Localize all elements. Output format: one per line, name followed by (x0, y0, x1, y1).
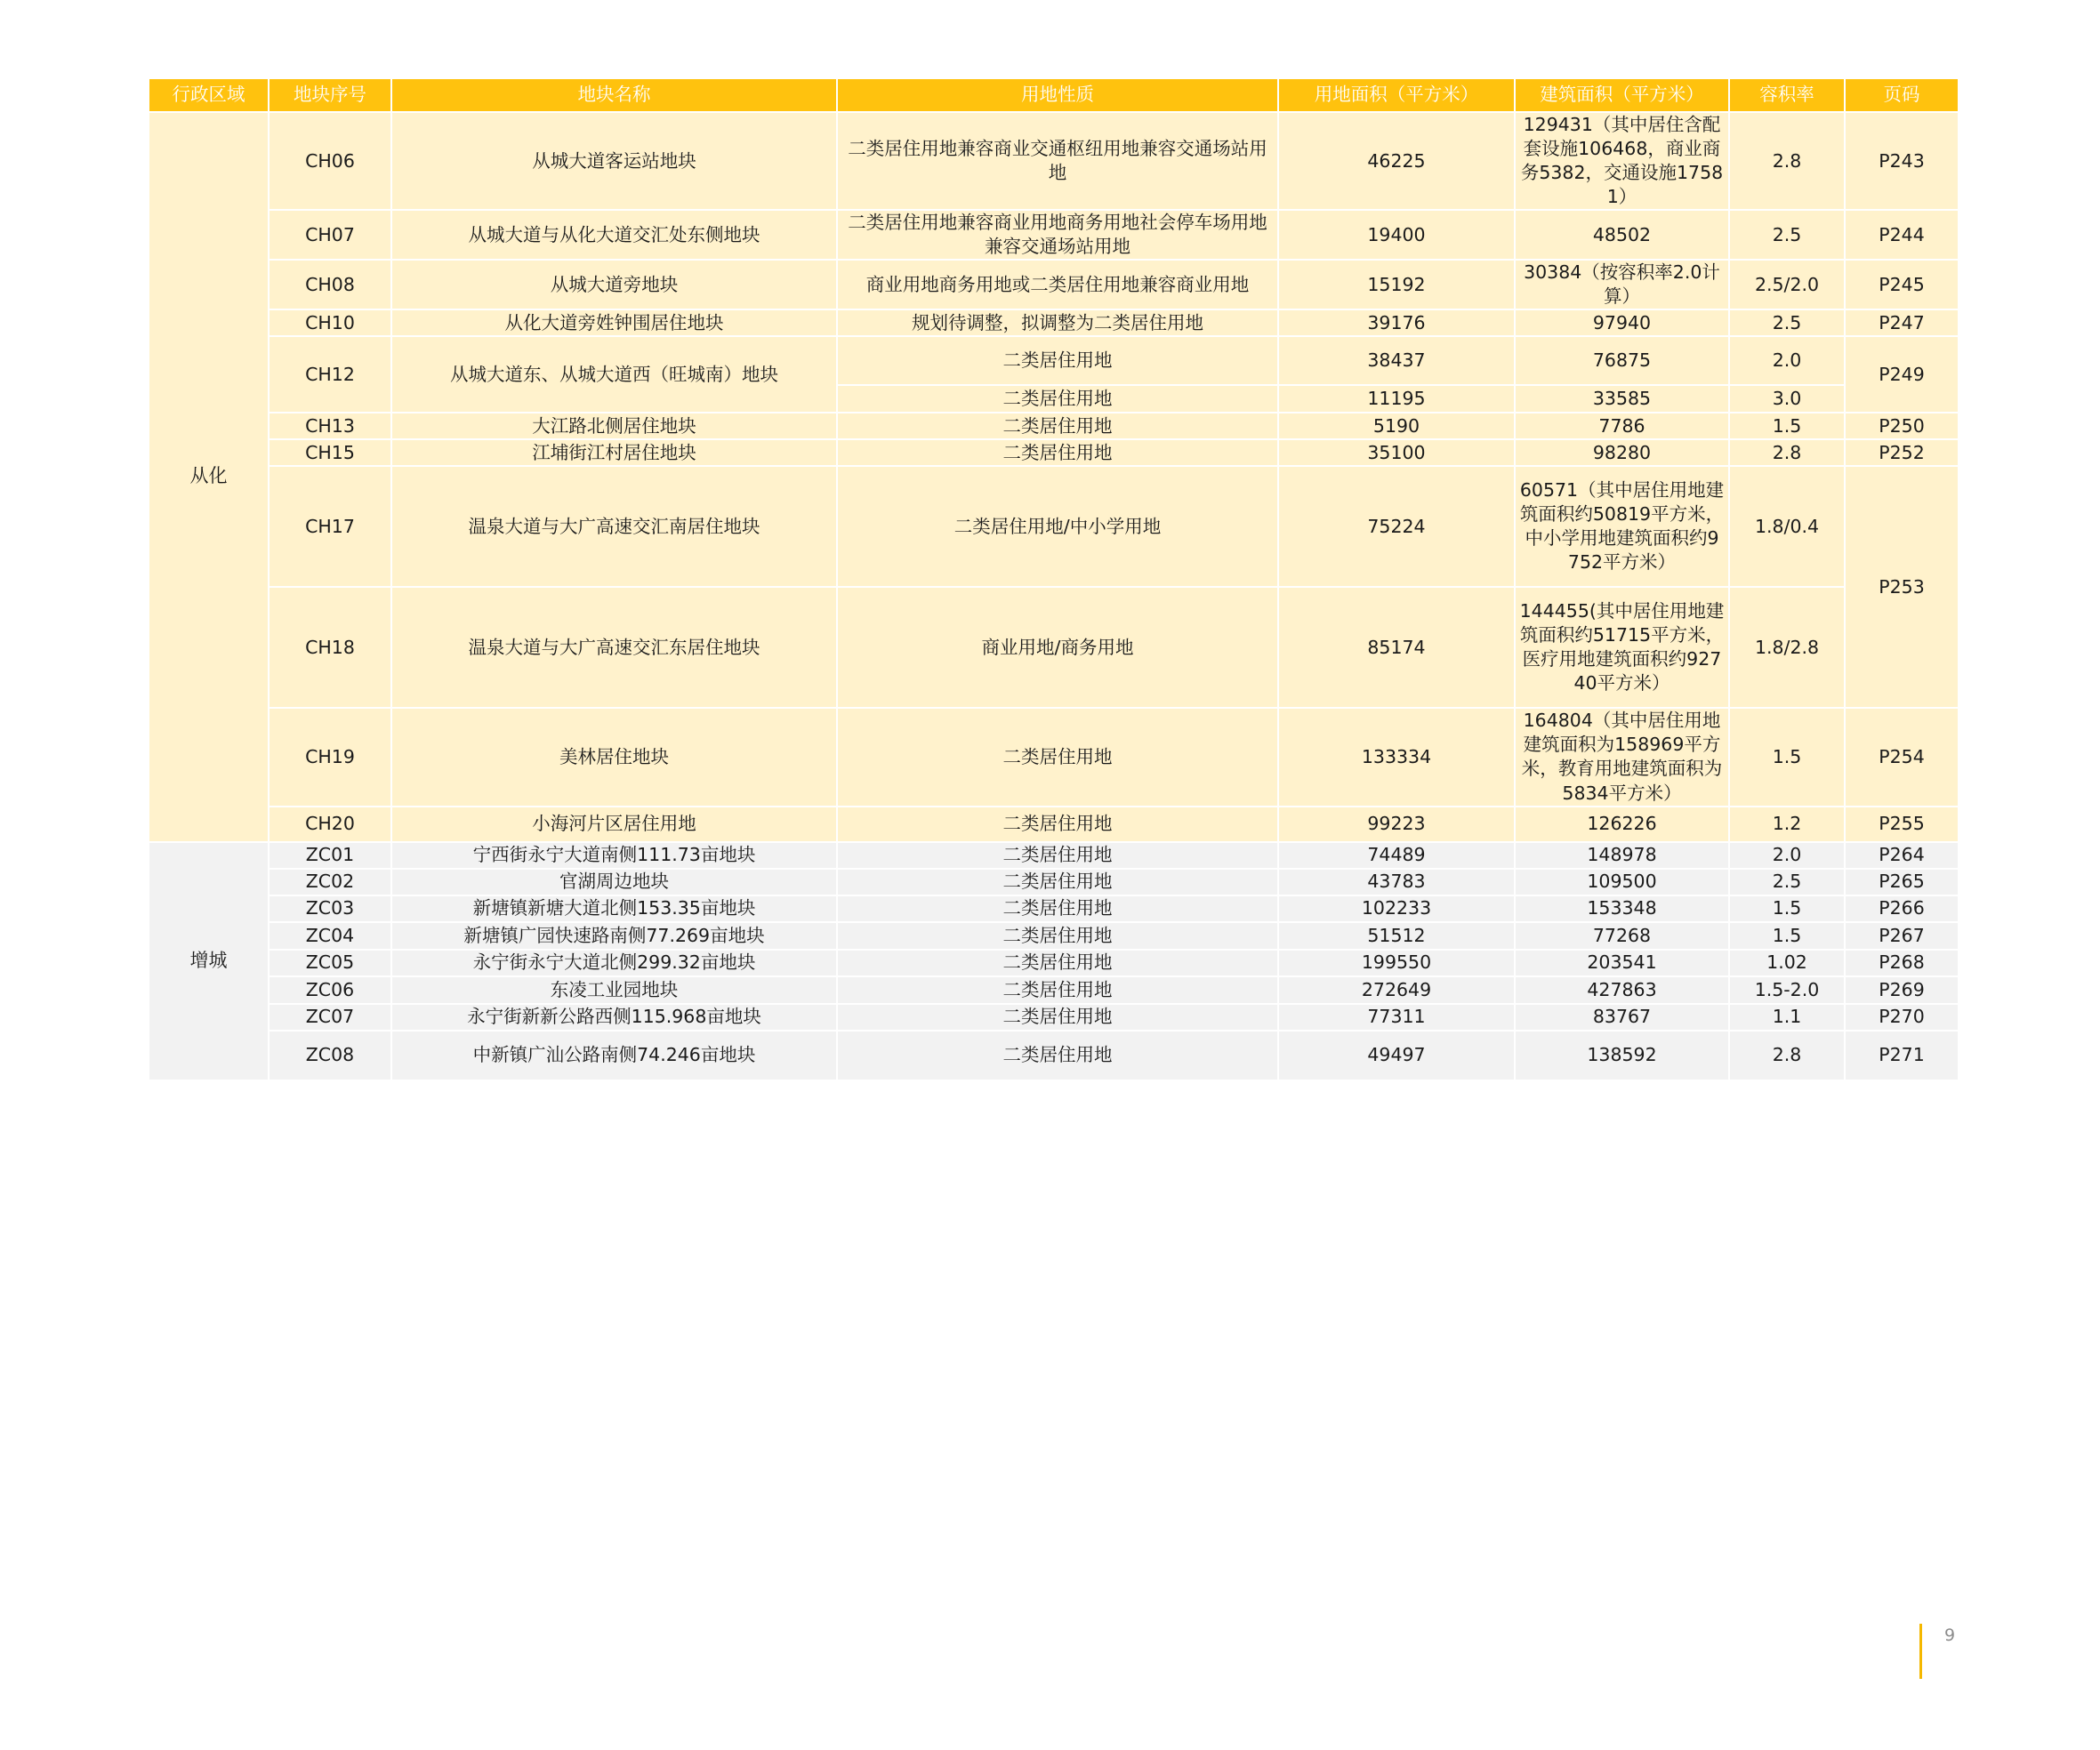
land-area-cell: 15192 (1278, 260, 1515, 309)
table-row (149, 466, 1959, 587)
building-area-cell: 126226 (1515, 807, 1729, 842)
land-use-cell: 规划待调整，拟调整为二类居住用地 (837, 309, 1278, 336)
land-area-cell: 75224 (1278, 466, 1515, 587)
header-lot-name: 地块名称 (391, 78, 837, 112)
far-cell: 1.02 (1729, 950, 1845, 976)
land-area-cell: 272649 (1278, 976, 1515, 1004)
land-area-cell: 77311 (1278, 1004, 1515, 1031)
building-area-cell: 109500 (1515, 869, 1729, 895)
table-row (149, 112, 1959, 210)
land-use-cell: 二类居住用地兼容商业交通枢纽用地兼容交通场站用地 (837, 112, 1278, 210)
lot-name-cell: 从城大道东、从城大道西（旺城南）地块 (391, 336, 837, 413)
lot-id-cell: ZC06 (269, 976, 391, 1004)
header-row (149, 78, 1959, 112)
table-row (149, 260, 1959, 309)
lot-id-cell: CH15 (269, 439, 391, 466)
page-number-accent-bar (1919, 1624, 1922, 1679)
land-use-cell: 商业用地商务用地或二类居住用地兼容商业用地 (837, 260, 1278, 309)
page-ref-cell: P252 (1845, 439, 1959, 466)
lot-name-cell: 从化大道旁姓钟围居住地块 (391, 309, 837, 336)
far-cell: 2.8 (1729, 1031, 1845, 1080)
header-page: 页码 (1845, 78, 1959, 112)
table-row (149, 976, 1959, 1004)
building-area-cell: 33585 (1515, 385, 1729, 413)
lot-id-cell: ZC01 (269, 842, 391, 869)
building-area-cell: 138592 (1515, 1031, 1729, 1080)
building-area-cell: 48502 (1515, 210, 1729, 260)
lot-id-cell: CH06 (269, 112, 391, 210)
page-ref-cell: P244 (1845, 210, 1959, 260)
land-use-cell: 二类居住用地 (837, 413, 1278, 439)
building-area-cell: 77268 (1515, 922, 1729, 950)
far-cell: 1.2 (1729, 807, 1845, 842)
land-use-cell: 商业用地/商务用地 (837, 587, 1278, 708)
land-area-cell: 85174 (1278, 587, 1515, 708)
lot-name-cell: 温泉大道与大广高速交汇南居住地块 (391, 466, 837, 587)
table-row (149, 950, 1959, 976)
header-lot-id: 地块序号 (269, 78, 391, 112)
land-area-cell: 39176 (1278, 309, 1515, 336)
far-cell: 2.5 (1729, 869, 1845, 895)
land-area-cell: 19400 (1278, 210, 1515, 260)
land-use-cell: 二类居住用地 (837, 385, 1278, 413)
building-area-cell: 164804（其中居住用地建筑面积为158969平方米，教育用地建筑面积为5834平方米） (1515, 708, 1729, 806)
lot-id-cell: ZC04 (269, 922, 391, 950)
lot-name-cell: 大江路北侧居住地块 (391, 413, 837, 439)
page-ref-cell: P267 (1845, 922, 1959, 950)
page-ref-cell: P271 (1845, 1031, 1959, 1080)
land-area-cell: 199550 (1278, 950, 1515, 976)
table-row (149, 309, 1959, 336)
lot-name-cell: 从城大道与从化大道交汇处东侧地块 (391, 210, 837, 260)
lot-name-cell: 中新镇广汕公路南侧74.246亩地块 (391, 1031, 837, 1080)
land-area-cell: 49497 (1278, 1031, 1515, 1080)
lot-id-cell: ZC03 (269, 895, 391, 922)
table-row (149, 807, 1959, 842)
far-cell: 2.0 (1729, 336, 1845, 385)
table-row (149, 210, 1959, 260)
lot-name-cell: 从城大道客运站地块 (391, 112, 837, 210)
lot-id-cell: ZC08 (269, 1031, 391, 1080)
land-use-cell: 二类居住用地 (837, 869, 1278, 895)
page-ref-cell: P270 (1845, 1004, 1959, 1031)
page-ref-cell: P243 (1845, 112, 1959, 210)
header-land-use: 用地性质 (837, 78, 1278, 112)
district-cell: 从化 (149, 112, 269, 842)
page-ref-cell: P265 (1845, 869, 1959, 895)
building-area-cell: 153348 (1515, 895, 1729, 922)
page-ref-cell: P269 (1845, 976, 1959, 1004)
land-area-cell: 35100 (1278, 439, 1515, 466)
lot-id-cell: CH19 (269, 708, 391, 806)
table-row (149, 413, 1959, 439)
far-cell: 2.0 (1729, 842, 1845, 869)
far-cell: 2.8 (1729, 112, 1845, 210)
land-use-cell: 二类居住用地 (837, 950, 1278, 976)
lot-name-cell: 新塘镇新塘大道北侧153.35亩地块 (391, 895, 837, 922)
table-row (149, 336, 1959, 385)
page-ref-cell: P245 (1845, 260, 1959, 309)
lot-id-cell: CH17 (269, 466, 391, 587)
land-use-cell: 二类居住用地 (837, 439, 1278, 466)
page-number: 9 (1944, 1626, 1956, 1645)
page-ref-cell: P254 (1845, 708, 1959, 806)
land-area-cell: 43783 (1278, 869, 1515, 895)
land-area-cell: 51512 (1278, 922, 1515, 950)
land-area-cell: 5190 (1278, 413, 1515, 439)
far-cell: 2.5/2.0 (1729, 260, 1845, 309)
lot-id-cell: ZC07 (269, 1004, 391, 1031)
lot-name-cell: 东凌工业园地块 (391, 976, 837, 1004)
page-ref-cell: P249 (1845, 336, 1959, 413)
header-district: 行政区域 (149, 78, 269, 112)
lot-name-cell: 从城大道旁地块 (391, 260, 837, 309)
table-row (149, 1004, 1959, 1031)
far-cell: 1.8/2.8 (1729, 587, 1845, 708)
lot-id-cell: CH18 (269, 587, 391, 708)
far-cell: 1.5 (1729, 413, 1845, 439)
page-ref-cell: P250 (1845, 413, 1959, 439)
building-area-cell: 76875 (1515, 336, 1729, 385)
lot-name-cell: 永宁街永宁大道北侧299.32亩地块 (391, 950, 837, 976)
land-area-cell: 99223 (1278, 807, 1515, 842)
land-use-cell: 二类居住用地 (837, 922, 1278, 950)
building-area-cell: 148978 (1515, 842, 1729, 869)
lot-id-cell: CH12 (269, 336, 391, 413)
table-row (149, 1031, 1959, 1080)
table-row (149, 842, 1959, 869)
table-row (149, 708, 1959, 806)
lot-name-cell: 永宁街新新公路西侧115.968亩地块 (391, 1004, 837, 1031)
land-use-cell: 二类居住用地 (837, 1004, 1278, 1031)
land-area-cell: 74489 (1278, 842, 1515, 869)
header-building-area: 建筑面积（平方米） (1515, 78, 1729, 112)
building-area-cell: 427863 (1515, 976, 1729, 1004)
table-row (149, 895, 1959, 922)
land-area-cell: 133334 (1278, 708, 1515, 806)
far-cell: 3.0 (1729, 385, 1845, 413)
land-use-cell: 二类居住用地 (837, 1031, 1278, 1080)
land-use-cell: 二类居住用地/中小学用地 (837, 466, 1278, 587)
lot-id-cell: CH20 (269, 807, 391, 842)
far-cell: 1.5-2.0 (1729, 976, 1845, 1004)
far-cell: 1.8/0.4 (1729, 466, 1845, 587)
table-row (149, 869, 1959, 895)
far-cell: 1.5 (1729, 895, 1845, 922)
land-use-cell: 二类居住用地兼容商业用地商务用地社会停车场用地兼容交通场站用地 (837, 210, 1278, 260)
far-cell: 1.5 (1729, 922, 1845, 950)
far-cell: 1.1 (1729, 1004, 1845, 1031)
lot-name-cell: 江埔街江村居住地块 (391, 439, 837, 466)
header-land-area: 用地面积（平方米） (1278, 78, 1515, 112)
table-row (149, 922, 1959, 950)
building-area-cell: 60571（其中居住用地建筑面积约50819平方米，中小学用地建筑面积约9752平方米） (1515, 466, 1729, 587)
lot-name-cell: 温泉大道与大广高速交汇东居住地块 (391, 587, 837, 708)
lot-name-cell: 小海河片区居住用地 (391, 807, 837, 842)
far-cell: 1.5 (1729, 708, 1845, 806)
page-ref-cell: P247 (1845, 309, 1959, 336)
building-area-cell: 83767 (1515, 1004, 1729, 1031)
land-use-cell: 二类居住用地 (837, 807, 1278, 842)
land-use-cell: 二类居住用地 (837, 976, 1278, 1004)
page-ref-cell: P264 (1845, 842, 1959, 869)
building-area-cell: 7786 (1515, 413, 1729, 439)
land-use-cell: 二类居住用地 (837, 842, 1278, 869)
lot-name-cell: 美林居住地块 (391, 708, 837, 806)
table-row (149, 439, 1959, 466)
land-area-cell: 11195 (1278, 385, 1515, 413)
lot-id-cell: CH08 (269, 260, 391, 309)
lot-name-cell: 官湖周边地块 (391, 869, 837, 895)
lot-id-cell: ZC02 (269, 869, 391, 895)
building-area-cell: 203541 (1515, 950, 1729, 976)
far-cell: 2.5 (1729, 309, 1845, 336)
land-area-cell: 46225 (1278, 112, 1515, 210)
table-row (149, 587, 1959, 708)
land-use-cell: 二类居住用地 (837, 708, 1278, 806)
land-area-cell: 38437 (1278, 336, 1515, 385)
header-far: 容积率 (1729, 78, 1845, 112)
land-area-cell: 102233 (1278, 895, 1515, 922)
lot-name-cell: 新塘镇广园快速路南侧77.269亩地块 (391, 922, 837, 950)
district-cell: 增城 (149, 842, 269, 1080)
far-cell: 2.5 (1729, 210, 1845, 260)
page-ref-cell: P268 (1845, 950, 1959, 976)
lot-name-cell: 宁西街永宁大道南侧111.73亩地块 (391, 842, 837, 869)
building-area-cell: 144455(其中居住用地建筑面积约51715平方米，医疗用地建筑面积约92740平方米） (1515, 587, 1729, 708)
lot-id-cell: CH13 (269, 413, 391, 439)
building-area-cell: 97940 (1515, 309, 1729, 336)
building-area-cell: 30384（按容积率2.0计算） (1515, 260, 1729, 309)
page-ref-cell: P253 (1845, 466, 1959, 708)
land-use-cell: 二类居住用地 (837, 895, 1278, 922)
building-area-cell: 129431（其中居住含配套设施106468，商业商务5382，交通设施17581） (1515, 112, 1729, 210)
lot-id-cell: CH10 (269, 309, 391, 336)
page-ref-cell: P255 (1845, 807, 1959, 842)
land-parcel-table (148, 77, 1959, 1081)
lot-id-cell: CH07 (269, 210, 391, 260)
far-cell: 2.8 (1729, 439, 1845, 466)
land-use-cell: 二类居住用地 (837, 336, 1278, 385)
building-area-cell: 98280 (1515, 439, 1729, 466)
page-ref-cell: P266 (1845, 895, 1959, 922)
lot-id-cell: ZC05 (269, 950, 391, 976)
